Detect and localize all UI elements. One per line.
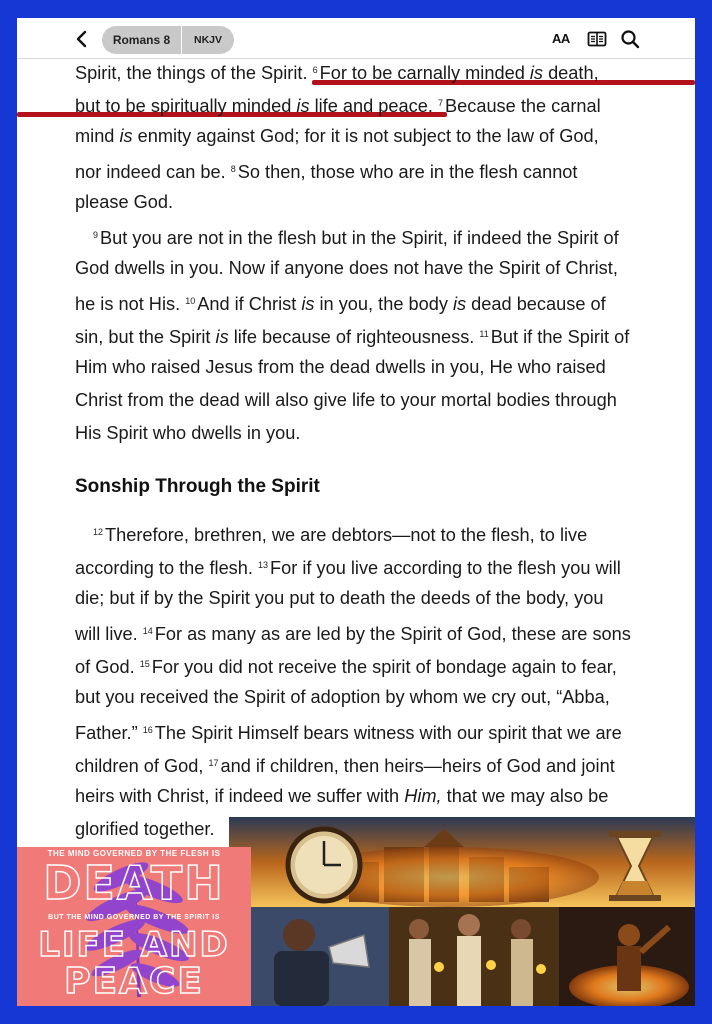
text-run: For to be carnally minded xyxy=(319,63,530,83)
text-run: So then, those who are in the flesh cannot xyxy=(237,162,578,182)
verse-line xyxy=(75,417,300,450)
verse-line xyxy=(75,747,615,780)
verse-number[interactable]: 10 xyxy=(185,296,196,306)
verse-line xyxy=(75,87,601,120)
verse-line xyxy=(75,813,215,846)
text-run: will live. xyxy=(75,624,143,644)
collage-illustration xyxy=(229,817,695,1006)
verse-line xyxy=(75,318,629,351)
text-run: death, xyxy=(543,63,599,83)
text-run: Him who raised Jesus from the dead dwells in you, He who raised xyxy=(75,357,606,377)
text-run: he is not His. xyxy=(75,294,186,314)
chevron-left-icon[interactable] xyxy=(72,28,92,50)
section-heading: Sonship Through the Spirit xyxy=(75,476,320,497)
text-run: glorified together. xyxy=(75,819,215,839)
text-run: His Spirit who dwells in you. xyxy=(75,423,301,443)
reader-page xyxy=(17,18,695,1006)
text-italic: is xyxy=(215,327,229,347)
verse-line xyxy=(75,153,577,186)
text-run: mind xyxy=(75,126,120,146)
text-run: For as many as are led by the Spirit of God, these are sons xyxy=(154,624,631,644)
verse-line xyxy=(75,780,608,813)
text-run: The Spirit Himself bears witness with our spirit that we are xyxy=(154,723,622,743)
font-size-icon[interactable] xyxy=(552,29,570,49)
search-icon[interactable] xyxy=(620,29,640,49)
passage-selector[interactable] xyxy=(102,26,234,54)
text-run: please God. xyxy=(75,192,174,212)
book-open-icon[interactable] xyxy=(587,29,607,49)
text-run: Father.” xyxy=(75,723,143,743)
verse-number[interactable]: 12 xyxy=(93,527,104,537)
verse-number[interactable]: 11 xyxy=(479,329,489,339)
text-italic: is xyxy=(119,126,133,146)
text-run: But if the Spirit of xyxy=(490,327,630,347)
verse-line xyxy=(75,648,617,681)
text-run: heirs with Christ, if indeed we suffer with xyxy=(75,786,405,806)
verse-line xyxy=(75,615,631,648)
verse-line xyxy=(75,714,622,747)
collage-image xyxy=(229,817,695,1006)
poster-top-caption: THE MIND GOVERNED BY THE FLESH IS xyxy=(47,849,221,858)
verse-line xyxy=(75,582,603,615)
text-run: of God. xyxy=(75,657,140,677)
verse-line xyxy=(93,516,587,549)
text-italic: Him, xyxy=(404,786,442,806)
reader-toolbar xyxy=(17,18,695,59)
verse-line xyxy=(75,252,618,285)
text-run: in you, the body xyxy=(314,294,453,314)
verse-number[interactable]: 16 xyxy=(142,725,153,735)
text-run: but to be spiritually minded xyxy=(75,96,297,116)
text-run: Because the carnal xyxy=(444,96,601,116)
verse-number[interactable]: 14 xyxy=(142,626,153,636)
poster-word-life-and: LIFE AND xyxy=(38,925,230,965)
text-run: But you are not in the flesh but in the Spirit, if indeed the Spirit of xyxy=(100,228,619,248)
verse-line xyxy=(75,54,599,87)
text-italic: is xyxy=(529,63,544,83)
font-size-label: AA xyxy=(552,31,570,46)
verse-number[interactable]: 7 xyxy=(437,98,443,108)
text-run: For if you live according to the flesh you will xyxy=(270,558,621,578)
poster-word-death: DEATH xyxy=(43,856,225,910)
poster-mid-caption: BUT THE MIND GOVERNED BY THE SPIRIT IS xyxy=(48,914,220,921)
text-run: God dwells in you. Now if anyone does not have the Spirit of Christ, xyxy=(75,258,618,278)
text-run: life because of righteousness. xyxy=(228,327,480,347)
poster-image xyxy=(17,847,251,1006)
poster-word-peace: PEACE xyxy=(64,961,204,1002)
text-run: sin, but the Spirit xyxy=(75,327,216,347)
text-run: life and peace. xyxy=(309,96,438,116)
version-button[interactable]: NKJV xyxy=(193,34,222,46)
verse-line xyxy=(75,384,617,417)
verse-line xyxy=(75,285,606,318)
text-run: but you received the Spirit of adoption by whom we cry out, “Abba, xyxy=(75,687,610,707)
book-chapter-button[interactable]: Romans 8 xyxy=(102,26,182,54)
text-run: according to the flesh. xyxy=(75,558,258,578)
text-run: die; but if by the Spirit you put to death the deeds of the body, you xyxy=(75,588,604,608)
verse-line xyxy=(75,351,606,384)
verse-number[interactable]: 6 xyxy=(312,65,318,75)
verse-line xyxy=(75,120,599,153)
text-run: and if children, then heirs—heirs of God and joint xyxy=(220,756,615,776)
text-run: enmity against God; for it is not subject to the law of God, xyxy=(132,126,599,146)
text-italic: is xyxy=(452,294,467,314)
text-run: Christ from the dead will also give life to your mortal bodies through xyxy=(75,390,617,410)
text-italic: is xyxy=(301,294,315,314)
text-run: For you did not receive the spirit of bondage again to fear, xyxy=(151,657,617,677)
text-run: And if Christ xyxy=(197,294,302,314)
verse-line xyxy=(75,186,173,219)
verse-line xyxy=(93,219,619,252)
verse-number[interactable]: 17 xyxy=(208,758,219,768)
text-run: nor indeed can be. xyxy=(75,162,231,182)
text-run: that we may also be xyxy=(441,786,609,806)
text-run: children of God, xyxy=(75,756,209,776)
verse-number[interactable]: 8 xyxy=(230,164,236,174)
verse-line xyxy=(75,549,621,582)
verse-number[interactable]: 13 xyxy=(258,560,269,570)
verse-line xyxy=(75,681,610,714)
verse-number[interactable]: 15 xyxy=(139,659,150,669)
text-run: Therefore, brethren, we are debtors—not to the flesh, to live xyxy=(105,525,588,545)
text-italic: is xyxy=(296,96,310,116)
verse-number[interactable]: 9 xyxy=(93,230,99,240)
text-run: dead because of xyxy=(466,294,606,314)
text-run: Spirit, the things of the Spirit. xyxy=(75,63,313,83)
